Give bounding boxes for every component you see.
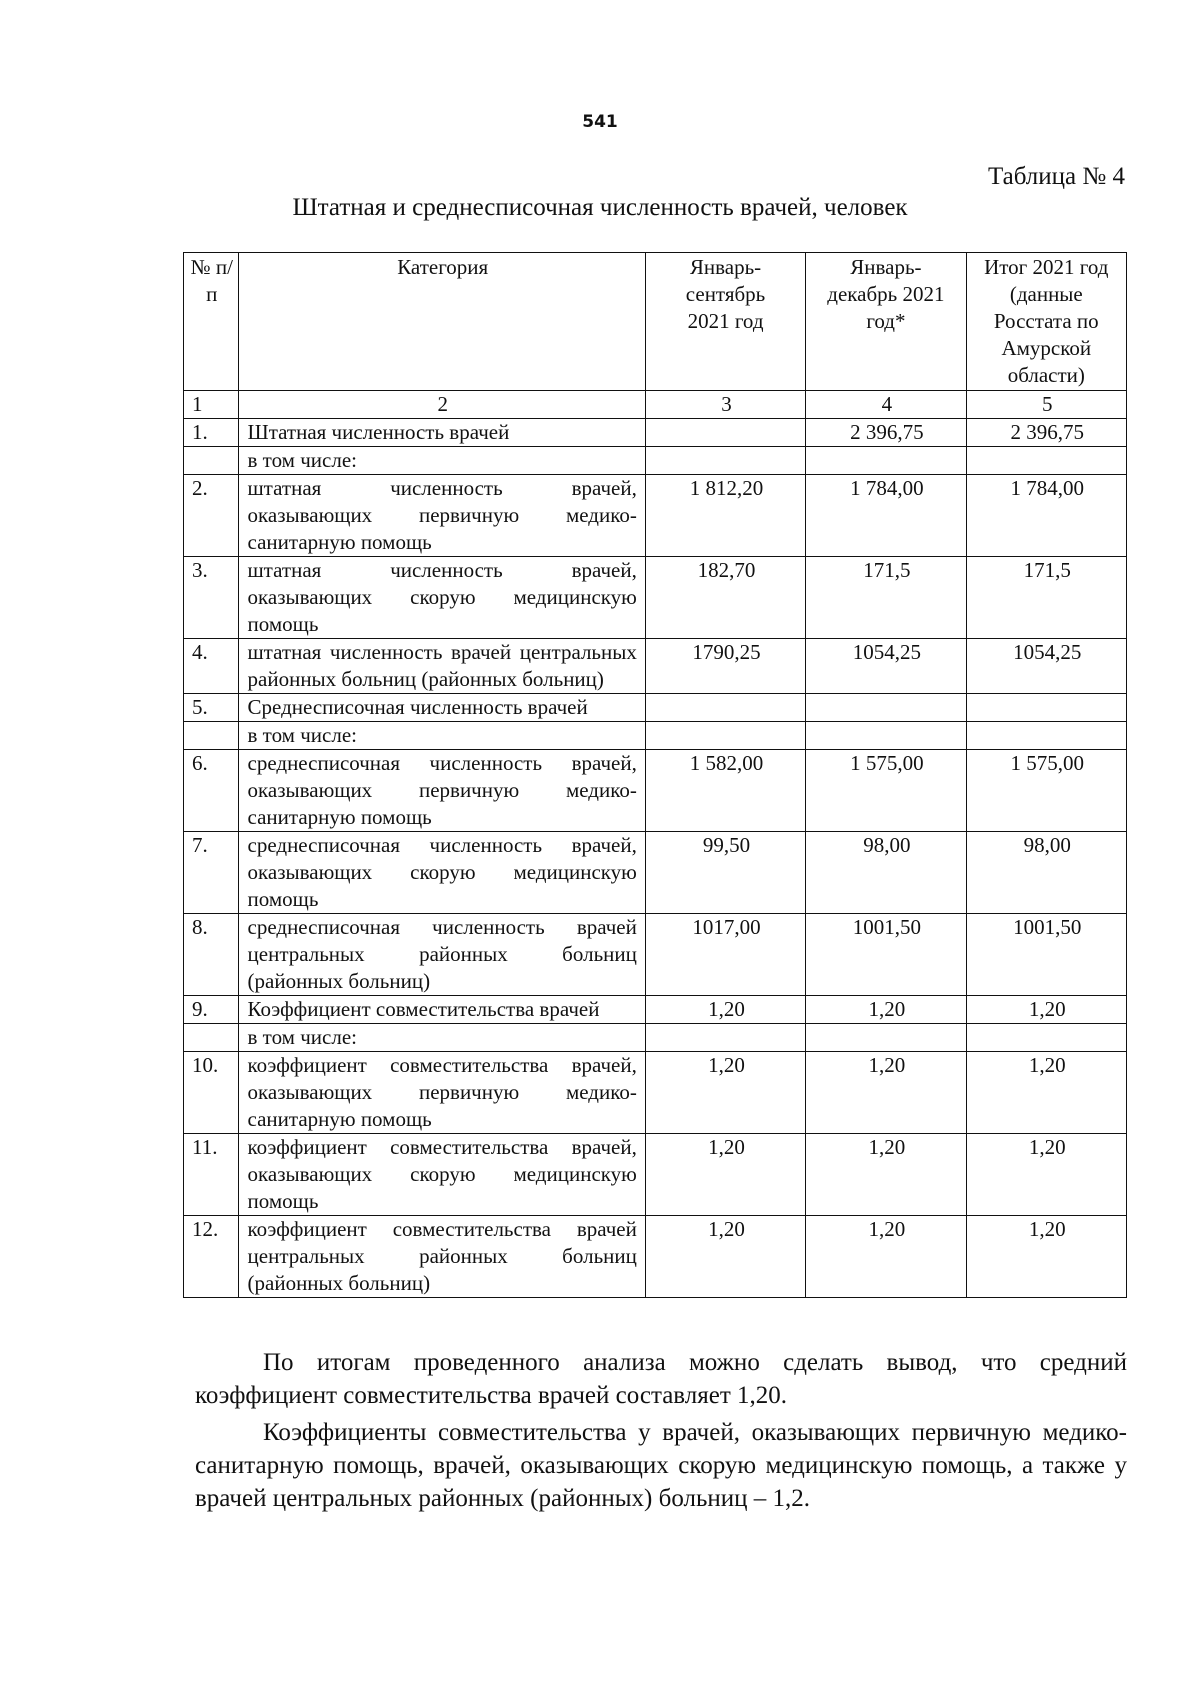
value-jan-dec: 1054,25 <box>806 639 966 694</box>
row-number: 7. <box>184 832 239 914</box>
row-category: в том числе: <box>238 722 645 750</box>
value-rosstat: 1054,25 <box>966 639 1126 694</box>
table-row <box>184 694 1127 722</box>
value-rosstat: 1 784,00 <box>966 475 1126 557</box>
value-jan-sep <box>645 722 805 750</box>
header-row <box>184 253 1127 391</box>
value-rosstat <box>966 694 1126 722</box>
summary-paragraph: Коэффициенты совместительства у врачей, оказывающих первичную медико-санитарную помощь, врачей, оказывающих скорую медицинскую помощь, а также у врачей центральных районных (районных) больниц – 1,2. <box>195 1419 1127 1512</box>
value-rosstat: 1 575,00 <box>966 750 1126 832</box>
value-jan-dec: 1 784,00 <box>806 475 966 557</box>
value-jan-dec: 1,20 <box>806 1216 966 1298</box>
staffing-table <box>183 252 1127 1298</box>
table-row <box>184 750 1127 832</box>
table-row <box>184 914 1127 996</box>
table-row <box>184 639 1127 694</box>
index-cell: 3 <box>645 391 805 419</box>
row-category: штатная численность врачей центральных районных больниц (районных больниц) <box>238 639 645 694</box>
row-number: 5. <box>184 694 239 722</box>
index-cell: 2 <box>238 391 645 419</box>
value-jan-sep: 182,70 <box>645 557 805 639</box>
value-jan-sep: 1,20 <box>645 1134 805 1216</box>
row-category: коэффициент совместительства врачей, оказывающих первичную медико-санитарную помощь <box>238 1052 645 1134</box>
table-row <box>184 475 1127 557</box>
value-jan-dec <box>806 722 966 750</box>
value-jan-sep <box>645 419 805 447</box>
index-cell: 1 <box>184 391 239 419</box>
row-number <box>184 1024 239 1052</box>
value-jan-dec <box>806 694 966 722</box>
value-jan-sep: 1 812,20 <box>645 475 805 557</box>
row-category: коэффициент совместительства врачей, оказывающих скорую медицинскую помощь <box>238 1134 645 1216</box>
index-cell: 4 <box>806 391 966 419</box>
value-jan-sep: 1,20 <box>645 1052 805 1134</box>
value-rosstat: 2 396,75 <box>966 419 1126 447</box>
value-rosstat: 1,20 <box>966 1052 1126 1134</box>
page-number: 541 <box>582 112 618 132</box>
value-jan-sep <box>645 694 805 722</box>
table-row <box>184 832 1127 914</box>
row-number: 10. <box>184 1052 239 1134</box>
value-rosstat <box>966 1024 1126 1052</box>
value-jan-sep <box>645 1024 805 1052</box>
row-number: 11. <box>184 1134 239 1216</box>
value-jan-dec: 98,00 <box>806 832 966 914</box>
row-number: 6. <box>184 750 239 832</box>
table-row <box>184 557 1127 639</box>
value-jan-dec: 1001,50 <box>806 914 966 996</box>
row-number: 8. <box>184 914 239 996</box>
value-rosstat: 171,5 <box>966 557 1126 639</box>
row-category: в том числе: <box>238 1024 645 1052</box>
table-row <box>184 722 1127 750</box>
row-number: 2. <box>184 475 239 557</box>
row-number: 9. <box>184 996 239 1024</box>
row-number <box>184 447 239 475</box>
summary-text <box>195 1346 1127 1519</box>
header-jan-dec: Январь-декабрь 2021 год* <box>806 253 966 391</box>
table-row <box>184 1216 1127 1298</box>
value-rosstat: 1,20 <box>966 1134 1126 1216</box>
value-rosstat: 1001,50 <box>966 914 1126 996</box>
table-label: Таблица № 4 <box>987 163 1125 190</box>
value-jan-sep: 1,20 <box>645 996 805 1024</box>
table-body <box>184 419 1127 1298</box>
row-number: 4. <box>184 639 239 694</box>
table-row <box>184 996 1127 1024</box>
index-cell: 5 <box>966 391 1126 419</box>
header-category: Категория <box>238 253 645 391</box>
value-rosstat <box>966 722 1126 750</box>
table-title: Штатная и среднесписочная численность врачей, человек <box>292 194 908 221</box>
row-category: Коэффициент совместительства врачей <box>238 996 645 1024</box>
value-jan-dec: 1,20 <box>806 996 966 1024</box>
row-number: 1. <box>184 419 239 447</box>
value-jan-dec: 1 575,00 <box>806 750 966 832</box>
value-jan-sep <box>645 447 805 475</box>
value-rosstat: 98,00 <box>966 832 1126 914</box>
value-jan-sep: 99,50 <box>645 832 805 914</box>
row-category: среднесписочная численность врачей центральных районных больниц (районных больниц) <box>238 914 645 996</box>
value-rosstat: 1,20 <box>966 996 1126 1024</box>
row-category: среднесписочная численность врачей, оказывающих первичную медико-санитарную помощь <box>238 750 645 832</box>
row-number <box>184 722 239 750</box>
value-jan-dec: 1,20 <box>806 1134 966 1216</box>
value-jan-dec: 1,20 <box>806 1052 966 1134</box>
row-category: коэффициент совместительства врачей центральных районных больниц (районных больниц) <box>238 1216 645 1298</box>
value-jan-sep: 1 582,00 <box>645 750 805 832</box>
index-row <box>184 391 1127 419</box>
value-jan-sep: 1790,25 <box>645 639 805 694</box>
row-category: штатная численность врачей, оказывающих скорую медицинскую помощь <box>238 557 645 639</box>
value-rosstat <box>966 447 1126 475</box>
value-jan-sep: 1017,00 <box>645 914 805 996</box>
value-jan-dec: 2 396,75 <box>806 419 966 447</box>
header-rosstat: Итог 2021 год (данные Росстата по Амурской области) <box>966 253 1126 391</box>
row-category: Штатная численность врачей <box>238 419 645 447</box>
row-category: среднесписочная численность врачей, оказывающих скорую медицинскую помощь <box>238 832 645 914</box>
row-category: Среднесписочная численность врачей <box>238 694 645 722</box>
value-rosstat: 1,20 <box>966 1216 1126 1298</box>
table-row <box>184 1052 1127 1134</box>
header-number: № п/п <box>184 253 239 391</box>
row-category: штатная численность врачей, оказывающих первичную медико-санитарную помощь <box>238 475 645 557</box>
row-number: 3. <box>184 557 239 639</box>
header-jan-sep: Январь-сентябрь 2021 год <box>645 253 805 391</box>
row-category: в том числе: <box>238 447 645 475</box>
table-header <box>184 253 1127 419</box>
value-jan-dec: 171,5 <box>806 557 966 639</box>
value-jan-dec <box>806 447 966 475</box>
value-jan-sep: 1,20 <box>645 1216 805 1298</box>
summary-paragraph: По итогам проведенного анализа можно сделать вывод, что средний коэффициент совместительства врачей составляет 1,20. <box>195 1349 1127 1409</box>
table-row <box>184 419 1127 447</box>
table-row <box>184 447 1127 475</box>
row-number: 12. <box>184 1216 239 1298</box>
table-row <box>184 1134 1127 1216</box>
table-row <box>184 1024 1127 1052</box>
value-jan-dec <box>806 1024 966 1052</box>
